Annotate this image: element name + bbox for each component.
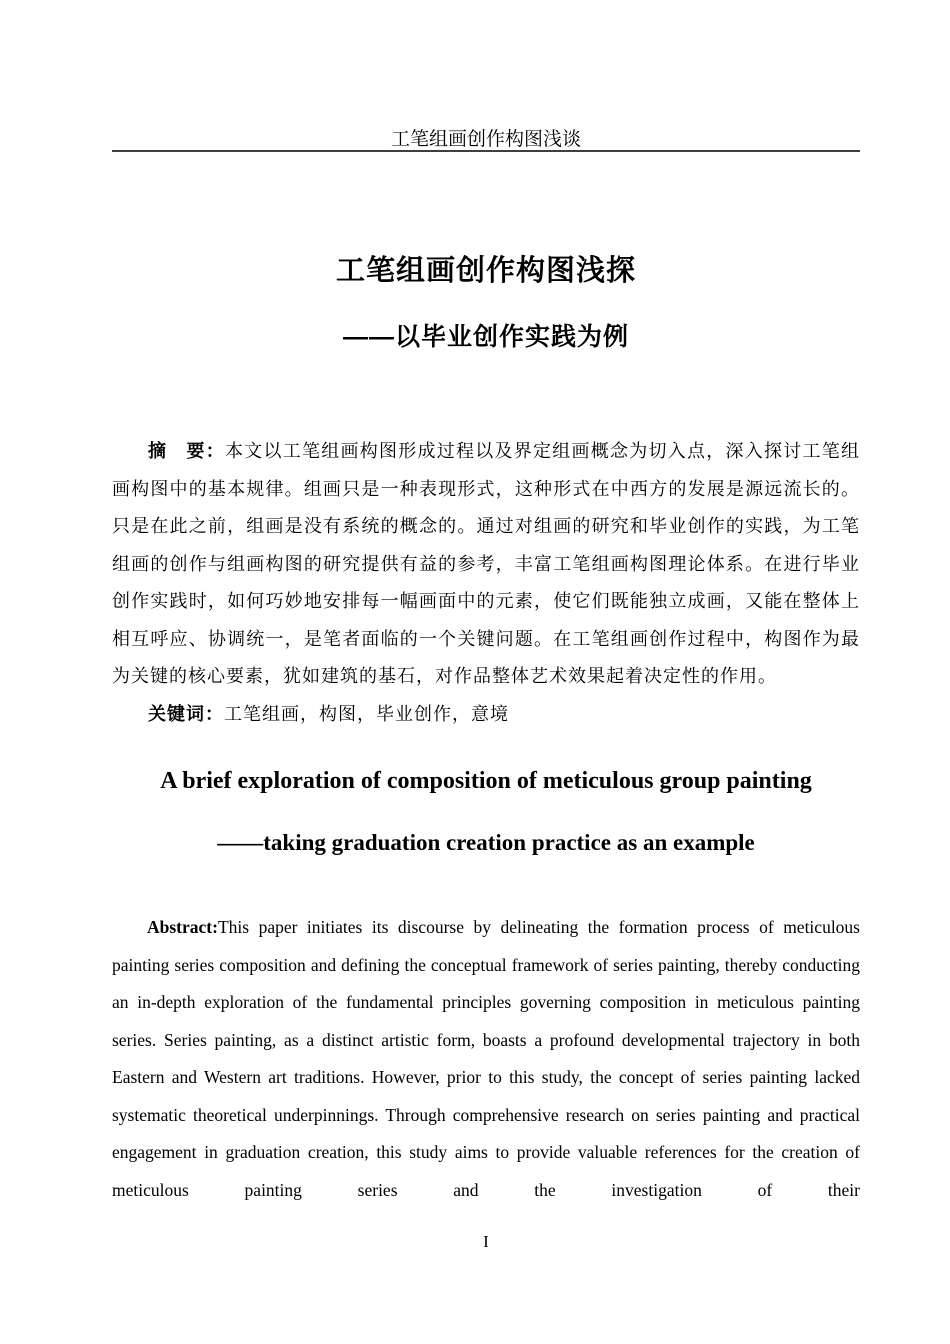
chinese-subtitle: ——以毕业创作实践为例 (342, 323, 629, 351)
chinese-keywords-label: 关键词： (148, 703, 224, 725)
page-content (112, 0, 860, 1209)
chinese-keywords-paragraph (112, 696, 860, 734)
english-subtitle: ——taking graduation creation practice as an example (217, 830, 755, 855)
english-abstract-text: This paper initiates its discourse by delineating the formation process of meticulous painting series composition and defining the conceptual framework of series painting, thereby conducting an in-depth exploration of the fundamental principles governing composition in meticulous painting series. Series painting, as a distinct artistic form, boasts a profound developmental trajectory in both Eastern and Western art traditions. However, prior to this study, the concept of series painting lacked systematic theoretical underpinnings. Through comprehensive research on series painting and practical engagement in graduation creation, this study aims to provide valuable references for the creation of meticulous painting series and the investigation of their (112, 917, 860, 1200)
chinese-abstract-paragraph (112, 433, 860, 696)
chinese-abstract-label: 摘 要： (148, 441, 225, 462)
english-title: A brief exploration of composition of meticulous group painting (160, 768, 812, 794)
english-abstract-paragraph (112, 909, 860, 1209)
chinese-abstract-text: 本文以工笔组画构图形成过程以及界定组画概念为切入点，深入探讨工笔组画构图中的基本规律。组画只是一种表现形式，这种形式在中西方的发展是源远流长的。只是在此之前，组画是没有系统的概念的。通过对组画的研究和毕业创作的实践，为工笔组画的创作与组画构图的研究提供有益的参考，丰富工笔组画构图理论体系。在进行毕业创作实践时，如何巧妙地安排每一幅画面中的元素，使它们既能独立成画，又能在整体上相互呼应、协调统一，是笔者面临的一个关键问题。在工笔组画创作过程中，构图作为最为关键的核心要素，犹如建筑的基石，对作品整体艺术效果起着决定性的作用。 (112, 441, 860, 687)
english-abstract-label: Abstract: (147, 917, 218, 937)
page-number: I (483, 1232, 489, 1251)
running-header: 工笔组画创作构图浅谈 (112, 0, 860, 152)
chinese-keywords-text: 工笔组画，构图，毕业创作，意境 (224, 703, 509, 725)
chinese-title: 工笔组画创作构图浅探 (335, 255, 636, 287)
